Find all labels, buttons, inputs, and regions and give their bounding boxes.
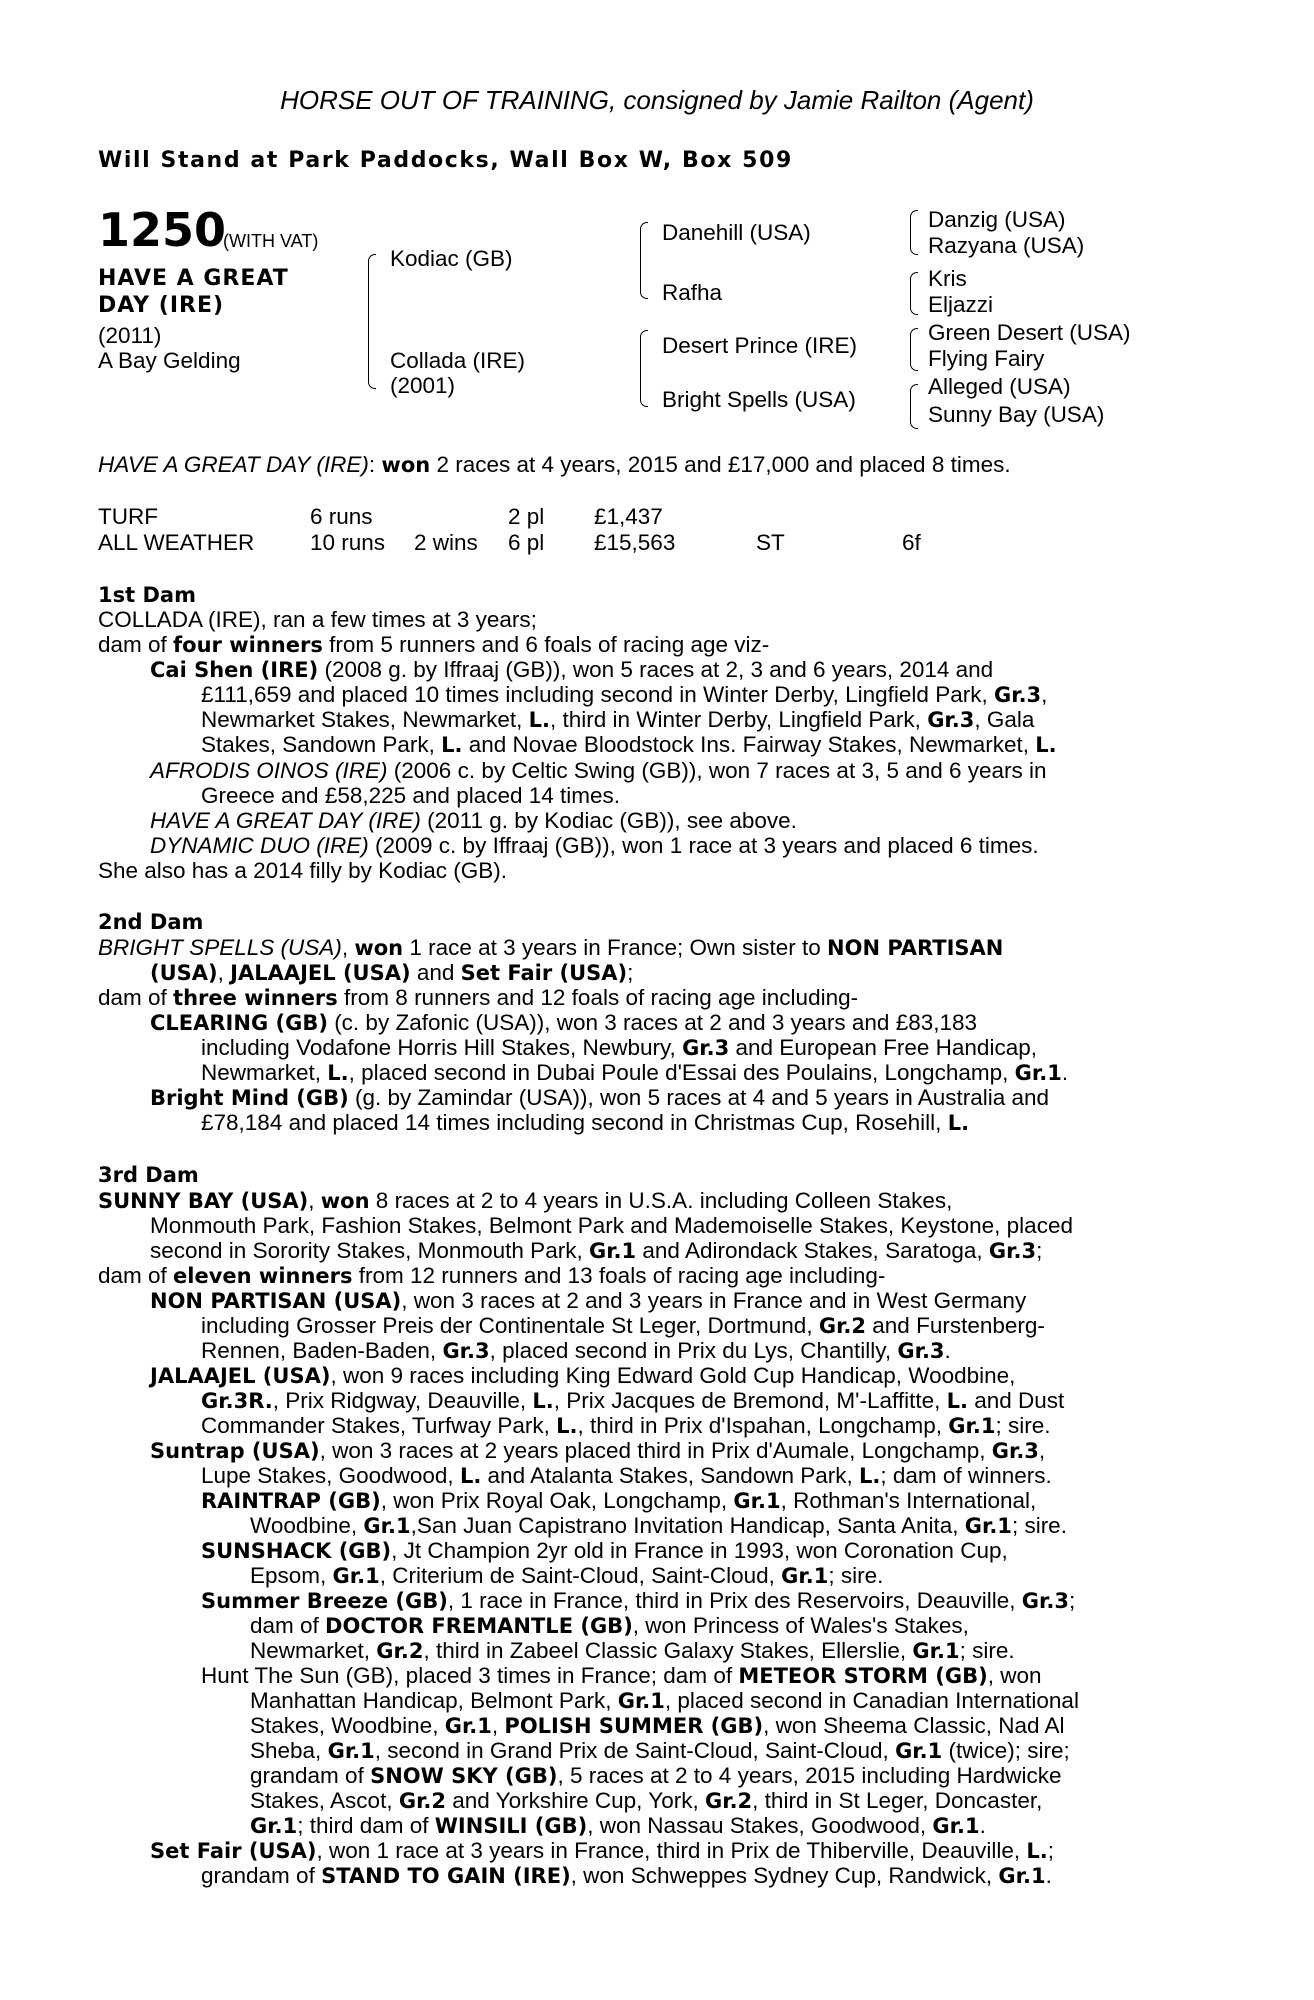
turf-label: TURF (98, 504, 158, 529)
progeny-line: Newmarket, L., placed second in Dubai Poule d'Essai des Poulains, Longchamp, Gr.1. (201, 1060, 1069, 1085)
section-heading: 1st Dam (98, 583, 196, 607)
sire: Kodiac (GB) (390, 246, 513, 271)
pedigree-brace (910, 348, 918, 371)
pedigree-brace (368, 332, 376, 389)
progeny-line: SUNSHACK (GB), Jt Champion 2yr old in France in 1993, won Coronation Cup, (201, 1538, 1008, 1563)
section-heading: 2nd Dam (98, 910, 204, 934)
progeny-line: Gr.3R., Prix Ridgway, Deauville, L., Prix Jacques de Bremond, M'-Laffitte, L. and Dust (201, 1388, 1065, 1413)
progeny-line: Suntrap (USA), won 3 races at 2 years placed third in Prix d'Aumale, Longchamp, Gr.3, (150, 1438, 1046, 1463)
dam-line: dam of three winners from 8 runners and 12 foals of racing age including- (98, 985, 859, 1010)
progeny-line: Bright Mind (GB) (g. by Zamindar (USA)), won 5 races at 4 and 5 years in Australia and (150, 1085, 1050, 1110)
ss-dam: Razyana (USA) (928, 233, 1085, 258)
dam-sire: Desert Prince (IRE) (662, 333, 858, 358)
turf-money: £1,437 (594, 504, 663, 529)
pedigree-brace (910, 272, 918, 293)
progeny-line: Summer Breeze (GB), 1 race in France, third in Prix des Reservoirs, Deauville, Gr.3; (201, 1588, 1076, 1613)
progeny-line: NON PARTISAN (USA), won 3 races at 2 and 3 years in France and in West Germany (150, 1288, 1027, 1313)
pedigree-brace (640, 222, 648, 261)
dam: Collada (IRE) (390, 348, 526, 373)
progeny-line: Stakes, Woodbine, Gr.1, POLISH SUMMER (GB), won Sheema Classic, Nad Al (250, 1713, 1065, 1738)
dd-dam: Sunny Bay (USA) (928, 402, 1105, 427)
pedigree-brace (910, 406, 918, 429)
pedigree-brace (640, 330, 648, 369)
dam-line: SUNNY BAY (USA), won 8 races at 2 to 4 years in U.S.A. including Colleen Stakes, (98, 1188, 953, 1213)
progeny-line: JALAAJEL (USA), won 9 races including King Edward Gold Cup Handicap, Woodbine, (150, 1363, 1016, 1388)
dam-line: second in Sorority Stakes, Monmouth Park, Gr.1 and Adirondack Stakes, Saratoga, Gr.3; (150, 1238, 1043, 1263)
progeny-line: RAINTRAP (GB), won Prix Royal Oak, Longchamp, Gr.1, Rothman's International, (201, 1488, 1037, 1513)
dam-line: (USA), JALAAJEL (USA) and Set Fair (USA); (150, 960, 634, 985)
aw-label: ALL WEATHER (98, 530, 255, 555)
progeny-line: £78,184 and placed 14 times including second in Christmas Cup, Rosehill, L. (201, 1110, 970, 1135)
progeny-line: grandam of STAND TO GAIN (IRE), won Schweppes Sydney Cup, Randwick, Gr.1. (201, 1863, 1052, 1888)
dam-line: dam of four winners from 5 runners and 6 foals of racing age viz- (98, 632, 770, 657)
progeny-line: Commander Stakes, Turfway Park, L., third in Prix d'Ispahan, Longchamp, Gr.1; sire. (201, 1413, 1051, 1438)
pedigree-brace (640, 260, 648, 299)
pedigree-brace (910, 328, 918, 349)
progeny-line: Epsom, Gr.1, Criterium de Saint-Cloud, Saint-Cloud, Gr.1; sire. (250, 1563, 884, 1588)
aw-placed: 6 pl (508, 530, 545, 555)
horse-description: A Bay Gelding (98, 348, 241, 373)
dam-line: COLLADA (IRE), ran a few times at 3 years; (98, 607, 537, 632)
progeny-line: Rennen, Baden-Baden, Gr.3, placed second in Prix du Lys, Chantilly, Gr.3. (201, 1338, 951, 1363)
progeny-line: Newmarket, Gr.2, third in Zabeel Classic Galaxy Stakes, Ellerslie, Gr.1; sire. (250, 1638, 1015, 1663)
progeny-line: Sheba, Gr.1, second in Grand Prix de Saint-Cloud, Saint-Cloud, Gr.1 (twice); sire; (250, 1738, 1070, 1763)
progeny-line: HAVE A GREAT DAY (IRE) (2011 g. by Kodiac (GB)), see above. (150, 808, 797, 833)
progeny-line: Stakes, Ascot, Gr.2 and Yorkshire Cup, York, Gr.2, third in St Leger, Doncaster, (250, 1788, 1043, 1813)
pedigree-brace (910, 292, 918, 315)
aw-runs: 10 runs (310, 530, 386, 555)
pedigree-brace (910, 230, 918, 255)
stand-location: Will Stand at Park Paddocks, Wall Box W, Box 509 (98, 148, 793, 173)
progeny-line: Greece and £58,225 and placed 14 times. (201, 783, 621, 808)
progeny-line: Stakes, Sandown Park, L. and Novae Bloodstock Ins. Fairway Stakes, Newmarket, L. (201, 732, 1057, 757)
progeny-line: AFRODIS OINOS (IRE) (2006 c. by Celtic Swing (GB)), won 7 races at 3, 5 and 6 years in (150, 758, 1047, 783)
pedigree-brace (910, 210, 918, 231)
sire-sire: Danehill (USA) (662, 220, 811, 245)
sd-sire: Kris (928, 266, 967, 291)
dam-line: BRIGHT SPELLS (USA), won 1 race at 3 years in France; Own sister to NON PARTISAN (98, 935, 1004, 960)
ss-sire: Danzig (USA) (928, 207, 1066, 232)
pedigree-brace (640, 368, 648, 407)
progeny-line: including Vodafone Horris Hill Stakes, Newbury, Gr.3 and European Free Handicap, (201, 1035, 1037, 1060)
ds-dam: Flying Fairy (928, 346, 1045, 371)
progeny-line: Woodbine, Gr.1,San Juan Capistrano Invitation Handicap, Santa Anita, Gr.1; sire. (250, 1513, 1067, 1538)
dam-year: (2001) (390, 373, 456, 398)
turf-placed: 2 pl (508, 504, 545, 529)
aw-surface: ST (756, 530, 785, 555)
lot-number: 1250 (98, 203, 227, 257)
lot-vat: (WITH VAT) (223, 231, 319, 251)
dd-sire: Alleged (USA) (928, 374, 1071, 399)
sire-dam: Rafha (662, 280, 723, 305)
progeny-line: DYNAMIC DUO (IRE) (2009 c. by Iffraaj (GB)), won 1 race at 3 years and placed 6 times. (150, 833, 1039, 858)
dam-line: She also has a 2014 filly by Kodiac (GB). (98, 858, 507, 883)
progeny-line: Hunt The Sun (GB), placed 3 times in France; dam of METEOR STORM (GB), won (201, 1663, 1042, 1688)
ds-sire: Green Desert (USA) (928, 320, 1131, 345)
progeny-line: Manhattan Handicap, Belmont Park, Gr.1, placed second in Canadian International (250, 1688, 1079, 1713)
progeny-line: Set Fair (USA), won 1 race at 3 years in France, third in Prix de Thiberville, Deauville, L.; (150, 1838, 1055, 1863)
progeny-line: dam of DOCTOR FREMANTLE (GB), won Princess of Wales's Stakes, (250, 1613, 969, 1638)
dam-line: Monmouth Park, Fashion Stakes, Belmont Park and Mademoiselle Stakes, Keystone, placed (150, 1213, 1073, 1238)
turf-runs: 6 runs (310, 504, 373, 529)
progeny-line: Lupe Stakes, Goodwood, L. and Atalanta Stakes, Sandown Park, L.; dam of winners. (201, 1463, 1052, 1488)
page-title: HORSE OUT OF TRAINING, consigned by Jamie Railton (Agent) (280, 85, 1034, 115)
progeny-line: £111,659 and placed 10 times including second in Winter Derby, Lingfield Park, Gr.3, (201, 682, 1048, 707)
race-summary: HAVE A GREAT DAY (IRE): won 2 races at 4 years, 2015 and £17,000 and placed 8 times. (98, 452, 1011, 477)
aw-money: £15,563 (594, 530, 676, 555)
dam-dam: Bright Spells (USA) (662, 387, 856, 412)
aw-distance: 6f (902, 530, 921, 555)
progeny-line: CLEARING (GB) (c. by Zafonic (USA)), won 3 races at 2 and 3 years and £83,183 (150, 1010, 978, 1035)
horse-year: (2011) (98, 323, 162, 348)
progeny-line: Cai Shen (IRE) (2008 g. by Iffraaj (GB)), won 5 races at 2, 3 and 6 years, 2014 and (150, 657, 994, 682)
horse-name-line2: DAY (IRE) (98, 293, 225, 318)
pedigree-brace (910, 384, 918, 407)
progeny-line: including Grosser Preis der Continentale St Leger, Dortmund, Gr.2 and Furstenberg- (201, 1313, 1045, 1338)
sd-dam: Eljazzi (928, 292, 994, 317)
aw-wins: 2 wins (414, 530, 478, 555)
pedigree-brace (368, 254, 376, 333)
section-heading: 3rd Dam (98, 1163, 199, 1187)
progeny-line: Newmarket Stakes, Newmarket, L., third in Winter Derby, Lingfield Park, Gr.3, Gala (201, 707, 1035, 732)
horse-name-line1: HAVE A GREAT (98, 266, 289, 291)
progeny-line: grandam of SNOW SKY (GB), 5 races at 2 to 4 years, 2015 including Hardwicke (250, 1763, 1062, 1788)
progeny-line: Gr.1; third dam of WINSILI (GB), won Nassau Stakes, Goodwood, Gr.1. (250, 1813, 986, 1838)
dam-line: dam of eleven winners from 12 runners and 13 foals of racing age including- (98, 1263, 886, 1288)
